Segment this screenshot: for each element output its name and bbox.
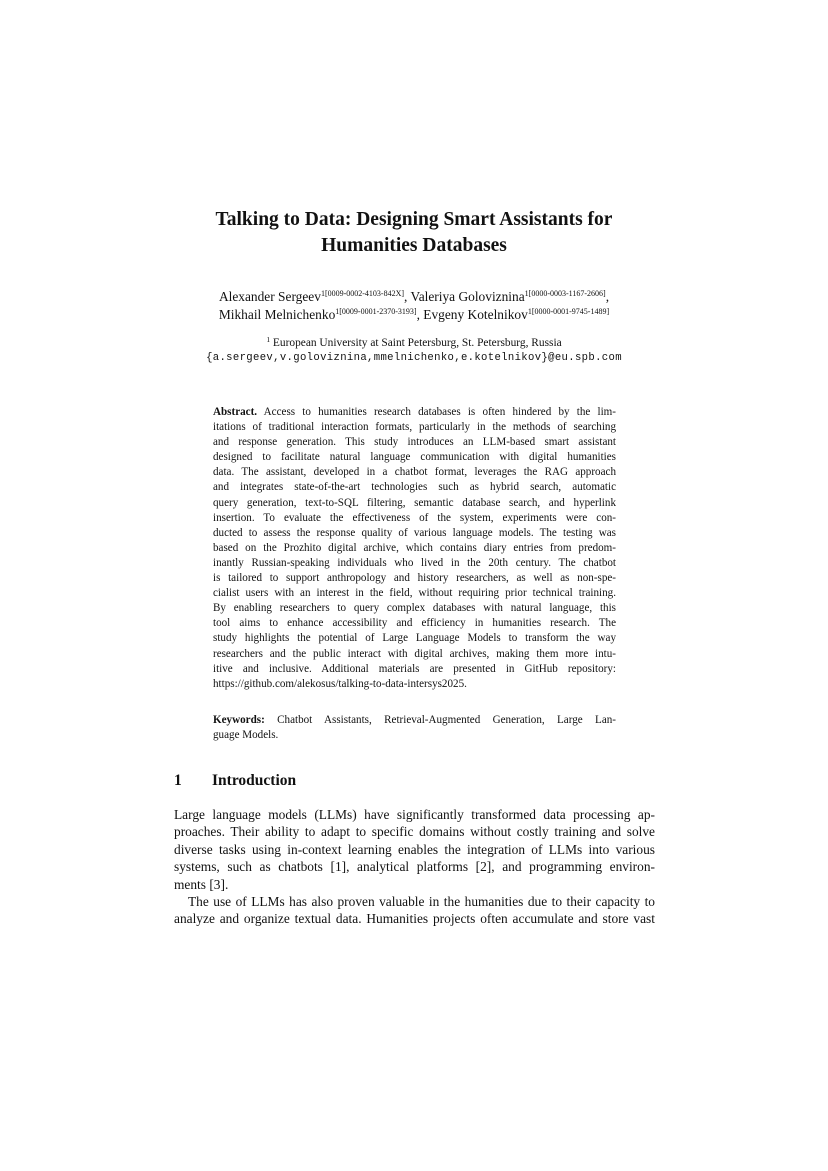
section-number: 1 (174, 772, 182, 789)
body-text (174, 806, 655, 928)
keywords-line (213, 713, 616, 728)
author-line (100, 306, 728, 324)
abstract-line: inantly Russian-speaking individuals who lived in the 20th century. The chatbot (213, 556, 616, 569)
author-orcid: 1[0009-0001-2370-3193] (335, 307, 417, 316)
body-line: The use of LLMs has also proven valuable in the humanities due to their capacity to (188, 893, 655, 909)
author-orcid: 1[0000-0001-9745-1489] (527, 307, 610, 316)
author-name: Alexander Sergeev (218, 289, 321, 304)
author-orcid: 1[0000-0003-1167-2606] (524, 289, 606, 298)
keywords-line: guage Models. (213, 729, 279, 742)
abstract-line (213, 405, 616, 420)
body-line: analyze and organize textual data. Humanities projects often accumulate and store vast (174, 911, 655, 927)
abstract-line: itations of traditional interaction formats, particularly in the methods of searching (213, 421, 616, 434)
abstract-line: insertion. To evaluate the effectiveness of the system, experiments were con- (213, 511, 616, 524)
body-line: Large language models (LLMs) have significantly transformed data processing ap- (174, 807, 655, 822)
title-line: Humanities Databases (321, 235, 507, 256)
affiliation-line (266, 337, 561, 349)
body-line: systems, such as chatbots [1], analytical platforms [2], and programming environ- (174, 859, 655, 875)
abstract-line: By enabling researchers to query complex databases with natural language, this (213, 602, 616, 615)
author-name: Evgeny Kotelnikov (423, 307, 528, 322)
abstract (213, 405, 616, 692)
abstract-line: and integrates state-of-the-art technologies such as hybrid search, automatic (213, 481, 616, 494)
body-line: proaches. Their ability to adapt to specific domains without costly training and solve (174, 824, 655, 840)
section-heading (174, 771, 296, 791)
abstract-line: based on the Prozhito digital archive, which contains diary entries from predom- (213, 541, 616, 554)
author-separator: , (605, 289, 610, 304)
author-orcid: 1[0009-0002-4103-842X] (320, 289, 405, 298)
author-name: Valeriya Goloviznina (410, 289, 525, 304)
abstract-line: itive and inclusive. Additional materials are presented in GitHub repository: (213, 662, 616, 675)
section-title: Introduction (212, 772, 297, 789)
body-line: diverse tasks using in-context learning enables the integration of LLMs into various (174, 841, 655, 857)
author-separator: , (404, 289, 411, 304)
title-line: Talking to Data: Designing Smart Assistants for (215, 209, 613, 230)
author-line (100, 288, 728, 306)
abstract-line: is tailored to support anthropology and history researchers, as well as non-spe- (213, 572, 616, 585)
abstract-line: researchers and the public interact with digital archives, making them more intu- (213, 647, 616, 660)
abstract-line: and response generation. This study introduces an LLM-based smart assistant (213, 436, 616, 449)
abstract-line: study highlights the potential of Large Language Models to transform the way (213, 632, 616, 645)
affiliation-marker: 1 (266, 335, 271, 344)
abstract-line: https://github.com/alekosus/talking-to-data-intersys2025. (213, 677, 467, 690)
keywords-text: Chatbot Assistants, Retrieval-Augmented Generation, Large Lan- (277, 714, 616, 726)
abstract-line: query generation, text-to-SQL filtering, semantic database search, and hyperlink (213, 496, 616, 509)
paper-title (120, 207, 708, 259)
author-emails: {a.sergeev,v.goloviznina,mmelnichenko,e.kotelnikov}@eu.spb.com (206, 352, 622, 364)
affiliation (100, 336, 728, 366)
abstract-line: designed to facilitate natural language communication with digital humanities (213, 451, 616, 464)
abstract-line: data. The assistant, developed in a chatbot format, leverages the RAG approach (213, 466, 616, 479)
abstract-line: cialist users with an interest in the field, without requiring prior technical training. (213, 587, 616, 600)
abstract-line: tool aims to enhance accessibility and efficiency in humanities research. The (213, 617, 616, 630)
abstract-line: ducted to assess the response quality of various language models. The testing was (213, 526, 616, 539)
abstract-text: Access to humanities research databases is often hindered by the lim- (263, 406, 616, 418)
body-line: ments [3]. (174, 876, 229, 892)
abstract-label: Abstract. (213, 406, 258, 418)
keywords (213, 713, 616, 743)
author-list (100, 288, 728, 324)
affiliation-text: European University at Saint Petersburg, St. Petersburg, Russia (272, 337, 562, 349)
author-separator: , (416, 307, 424, 322)
keywords-label: Keywords: (213, 714, 265, 726)
author-name: Mikhail Melnichenko (218, 307, 336, 322)
